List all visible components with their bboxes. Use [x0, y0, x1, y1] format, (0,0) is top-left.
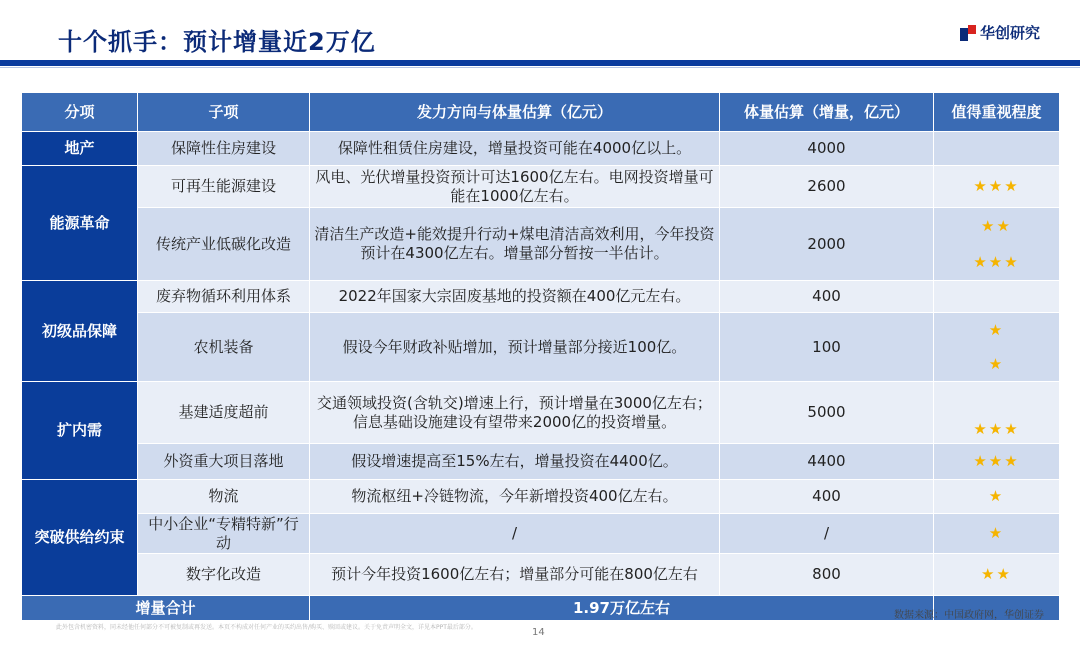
direction-cell: / [310, 514, 720, 554]
subitem-cell: 外资重大项目落地 [138, 444, 310, 480]
logo-icon [960, 25, 976, 41]
star-rating [934, 132, 1060, 166]
table-row [22, 132, 1060, 166]
direction-cell: 物流枢纽+冷链物流，今年新增投资400亿左右。 [310, 480, 720, 514]
table-row [22, 554, 1060, 596]
amount-cell: 4400 [720, 444, 934, 480]
direction-cell: 假设今年财政补贴增加，预计增量部分接近100亿。 [310, 313, 720, 382]
subitem-cell: 中小企业“专精特新”行动 [138, 514, 310, 554]
direction-cell: 保障性租赁住房建设，增量投资可能在4000亿以上。 [310, 132, 720, 166]
header-direction: 发力方向与体量估算（亿元） [310, 93, 720, 132]
table-row [22, 480, 1060, 514]
subitem-cell: 传统产业低碳化改造 [138, 208, 310, 281]
category-cell: 地产 [22, 132, 138, 166]
amount-cell: 400 [720, 480, 934, 514]
subitem-cell: 数字化改造 [138, 554, 310, 596]
header-importance: 值得重视程度 [934, 93, 1060, 132]
header-amount: 体量估算（增量，亿元） [720, 93, 934, 132]
page-title: 十个抓手：预计增量近2万亿 [58, 28, 376, 56]
subitem-cell: 可再生能源建设 [138, 166, 310, 208]
subitem-cell: 基建适度超前 [138, 382, 310, 444]
disclaimer: 此外包含机密资料，同未经他任何部分不可被复制或再发送。本页不构成对任何产业的买约出售/购买、赎回或建议。关于免责声明全文，详见本PPT最后部分。 [56, 624, 477, 631]
table-row [22, 313, 1060, 382]
investment-table [21, 92, 1060, 621]
category-cell: 初级品保障 [22, 281, 138, 382]
category-cell: 扩内需 [22, 382, 138, 480]
direction-cell: 风电、光伏增量投资预计可达1600亿左右。电网投资增量可能在1000亿左右。 [310, 166, 720, 208]
subitem-cell: 农机装备 [138, 313, 310, 382]
table-row [22, 382, 1060, 444]
title-divider [0, 60, 1080, 66]
subitem-cell: 物流 [138, 480, 310, 514]
table-row [22, 514, 1060, 554]
amount-cell: 5000 [720, 382, 934, 444]
table-row [22, 444, 1060, 480]
direction-cell: 预计今年投资1600亿左右；增量部分可能在800亿左右 [310, 554, 720, 596]
data-source: 数据来源：中国政府网，华创证券 [894, 610, 1044, 621]
star-rating [934, 281, 1060, 313]
direction-cell: 清洁生产改造+能效提升行动+煤电清洁高效利用，今年投资预计在4300亿左右。增量部分暂按一半估计。 [310, 208, 720, 281]
star-rating: ★★★ [934, 166, 1060, 208]
header-subitem: 子项 [138, 93, 310, 132]
category-cell: 突破供给约束 [22, 480, 138, 596]
table-row [22, 208, 1060, 281]
amount-cell: / [720, 514, 934, 554]
star-rating: ★★ [934, 554, 1060, 596]
table-row [22, 281, 1060, 313]
table-header [22, 93, 1060, 132]
star-rating: ★★★ [934, 382, 1060, 444]
total-value: 1.97万亿左右 [310, 596, 934, 621]
amount-cell: 2600 [720, 166, 934, 208]
star-rating: ★★ ★★★ [934, 208, 1060, 281]
category-cell: 能源革命 [22, 166, 138, 281]
total-label: 增量合计 [22, 596, 310, 621]
star-rating: ★ [934, 514, 1060, 554]
amount-cell: 100 [720, 313, 934, 382]
subitem-cell: 废弃物循环利用体系 [138, 281, 310, 313]
title-divider-thin [0, 67, 1080, 68]
amount-cell: 4000 [720, 132, 934, 166]
brand-name: 华创研究 [979, 24, 1040, 42]
brand-logo [960, 22, 1040, 43]
table-row [22, 166, 1060, 208]
direction-cell: 假设增速提高至15%左右，增量投资在4400亿。 [310, 444, 720, 480]
amount-cell: 400 [720, 281, 934, 313]
direction-cell: 2022年国家大宗固废基地的投资额在400亿元左右。 [310, 281, 720, 313]
amount-cell: 800 [720, 554, 934, 596]
star-rating: ★ [934, 480, 1060, 514]
star-rating: ★★★ [934, 444, 1060, 480]
amount-cell: 2000 [720, 208, 934, 281]
subitem-cell: 保障性住房建设 [138, 132, 310, 166]
header-category: 分项 [22, 93, 138, 132]
star-rating: ★ ★ [934, 313, 1060, 382]
direction-cell: 交通领域投资(含轨交)增速上行，预计增量在3000亿左右；信息基础设施建设有望带来2000亿的投资增量。 [310, 382, 720, 444]
page-number: 14 [532, 627, 545, 638]
